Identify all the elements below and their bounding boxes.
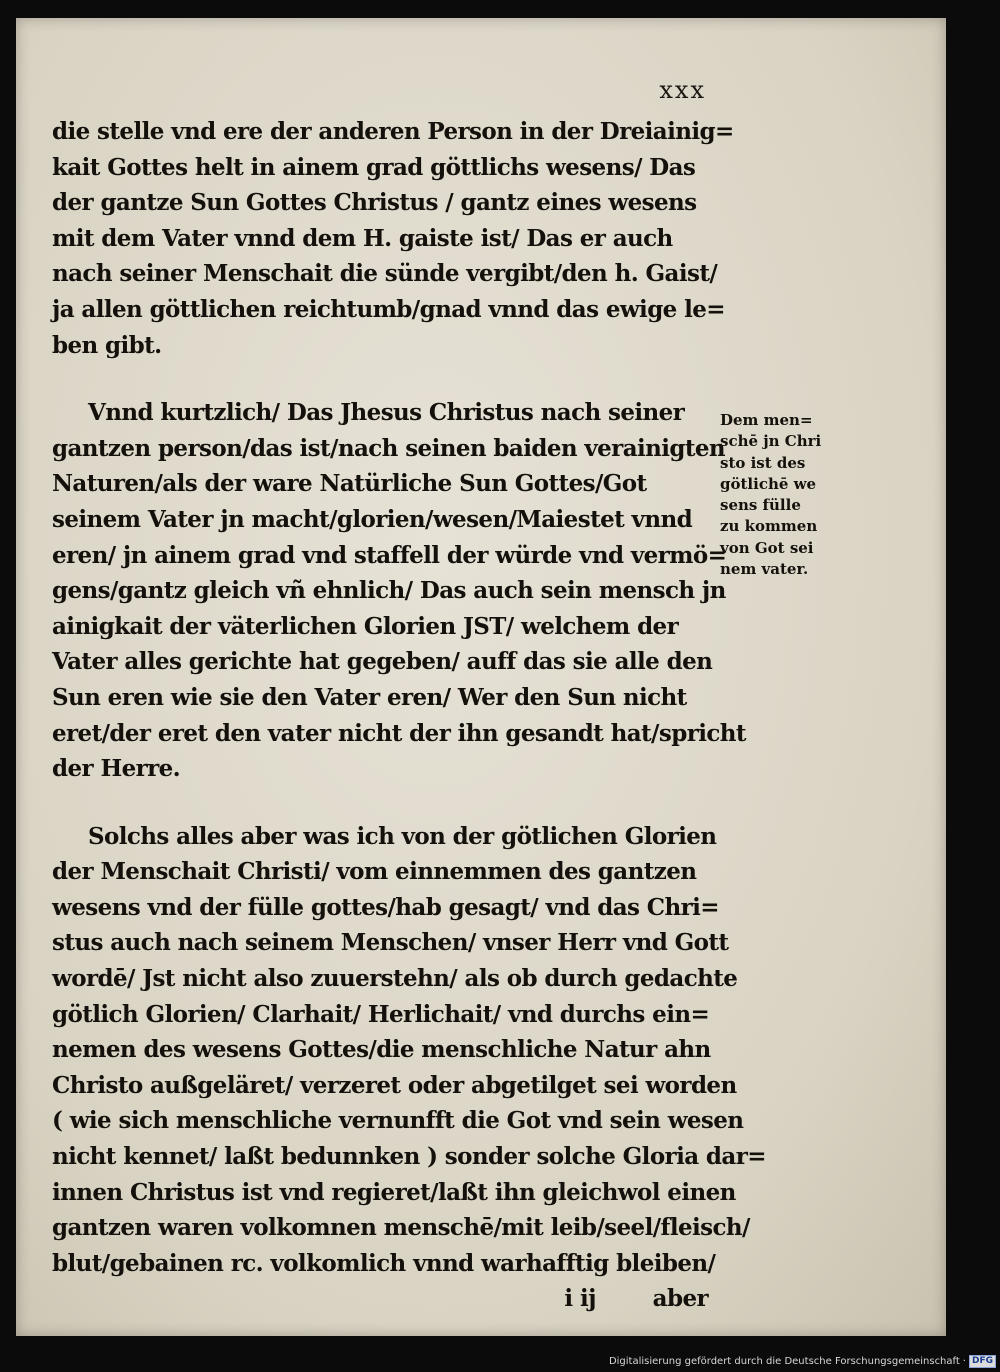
text-line: ( wie sich menschliche vernunfft die Got vnd sein wesen — [52, 1107, 744, 1135]
marginal-note-line: Dem men= — [720, 411, 813, 429]
marginal-note-line: sto ist des — [720, 453, 806, 472]
text-line: gens/gantz gleich vñ ehnlich/ Das auch sein mensch jn — [52, 577, 726, 605]
text-line: Christo außgeläret/ verzeret oder abgetilget sei worden — [52, 1071, 737, 1099]
text-line: der Herre. — [52, 755, 181, 783]
paragraph-gap — [52, 787, 718, 819]
text-line: die stelle vnd ere der anderen Person in der Dreiainig= — [52, 118, 734, 145]
text-line: eren/ jn ainem grad vnd staffell der würde vnd vermö= — [52, 541, 727, 569]
text-line: Vnnd kurtzlich/ Das Jhesus Christus nach seiner — [88, 399, 685, 427]
signature-line — [52, 1281, 718, 1317]
marginal-note-line: von Got sei — [720, 538, 814, 557]
paragraph-gap — [52, 363, 718, 395]
text-line: seinem Vater jn macht/glorien/wesen/Maiestet vnnd — [52, 505, 693, 533]
text-line: stus auch nach seinem Menschen/ vnser Herr vnd Gott — [52, 929, 729, 957]
text-line: Sun eren wie sie den Vater eren/ Wer den Sun nicht — [52, 683, 687, 711]
text-line: Naturen/als der ware Natürliche Sun Gottes/Got — [52, 470, 647, 498]
folio-number: xxx — [659, 76, 706, 104]
text-line: innen Christus ist vnd regieret/laßt ihn gleichwol einen — [52, 1178, 736, 1206]
text-line: kait Gottes helt in ainem grad göttlichs wesens/ Das — [52, 153, 696, 181]
text-line: Vater alles gerichte hat gegeben/ auff das sie alle den — [52, 648, 713, 676]
text-line: nemen des wesens Gottes/die menschliche Natur ahn — [52, 1036, 711, 1064]
marginal-note-line: nem vater. — [720, 560, 809, 579]
text-line: der gantze Sun Gottes Christus / gantz eines wesens — [52, 189, 697, 217]
text-line: ja allen göttlichen reichtumb/gnad vnnd das ewige le= — [52, 295, 725, 323]
paragraph — [52, 114, 734, 363]
text-line: ainigkait der väterlichen Glorien JST/ welchem der — [52, 612, 679, 640]
text-line: götlich Glorien/ Clarhait/ Herlichait/ vnd durchs ein= — [52, 1000, 710, 1028]
text-line: blut/gebainen rc. volkomlich vnnd warhafftig bleiben/ — [52, 1249, 716, 1277]
marginal-note-line: götlichē we — [720, 474, 817, 493]
text-line: mit dem Vater vnnd dem H. gaiste ist/ Das er auch — [52, 224, 673, 252]
text-line: gantzen person/das ist/nach seinen baiden verainigten — [52, 434, 726, 462]
text-line: nicht kennet/ laßt bedunnken ) sonder solche Gloria dar= — [52, 1143, 766, 1171]
catchword: aber — [652, 1285, 708, 1313]
text-line: wordē/ Jst nicht also zuuerstehn/ als ob durch gedachte — [52, 965, 738, 993]
marginal-note-line: zu kommen — [720, 517, 818, 536]
digitization-footer: Digitalisierung gefördert durch die Deutsche Forschungsgemeinschaft · DFG — [609, 1354, 996, 1368]
signature-mark: i ij — [564, 1285, 596, 1313]
marginal-note — [720, 410, 830, 580]
marginal-note-line: schē jn Chri — [720, 432, 822, 451]
text-line: gantzen waren volkomnen menschē/mit leib/seel/fleisch/ — [52, 1214, 750, 1242]
text-line: der Menschait Christi/ vom einnemmen des gantzen — [52, 858, 697, 886]
text-line: Solchs alles aber was ich von der götlichen Glorien — [88, 822, 717, 850]
text-line: ben gibt. — [52, 331, 162, 359]
book-page — [16, 18, 946, 1336]
text-line: eret/der eret den vater nicht der ihn gesandt hat/spricht — [52, 719, 746, 747]
footer-credit: Digitalisierung gefördert durch die Deutsche Forschungsgemeinschaft — [608, 1355, 960, 1367]
paragraph — [52, 819, 766, 1282]
dfg-logo: DFG — [969, 1355, 996, 1368]
paragraph — [52, 395, 746, 787]
marginal-note-line: sens fülle — [720, 496, 801, 515]
text-line: nach seiner Menschait die sünde vergibt/den h. Gaist/ — [52, 260, 718, 288]
text-line: wesens vnd der fülle gottes/hab gesagt/ vnd das Chri= — [52, 893, 719, 921]
